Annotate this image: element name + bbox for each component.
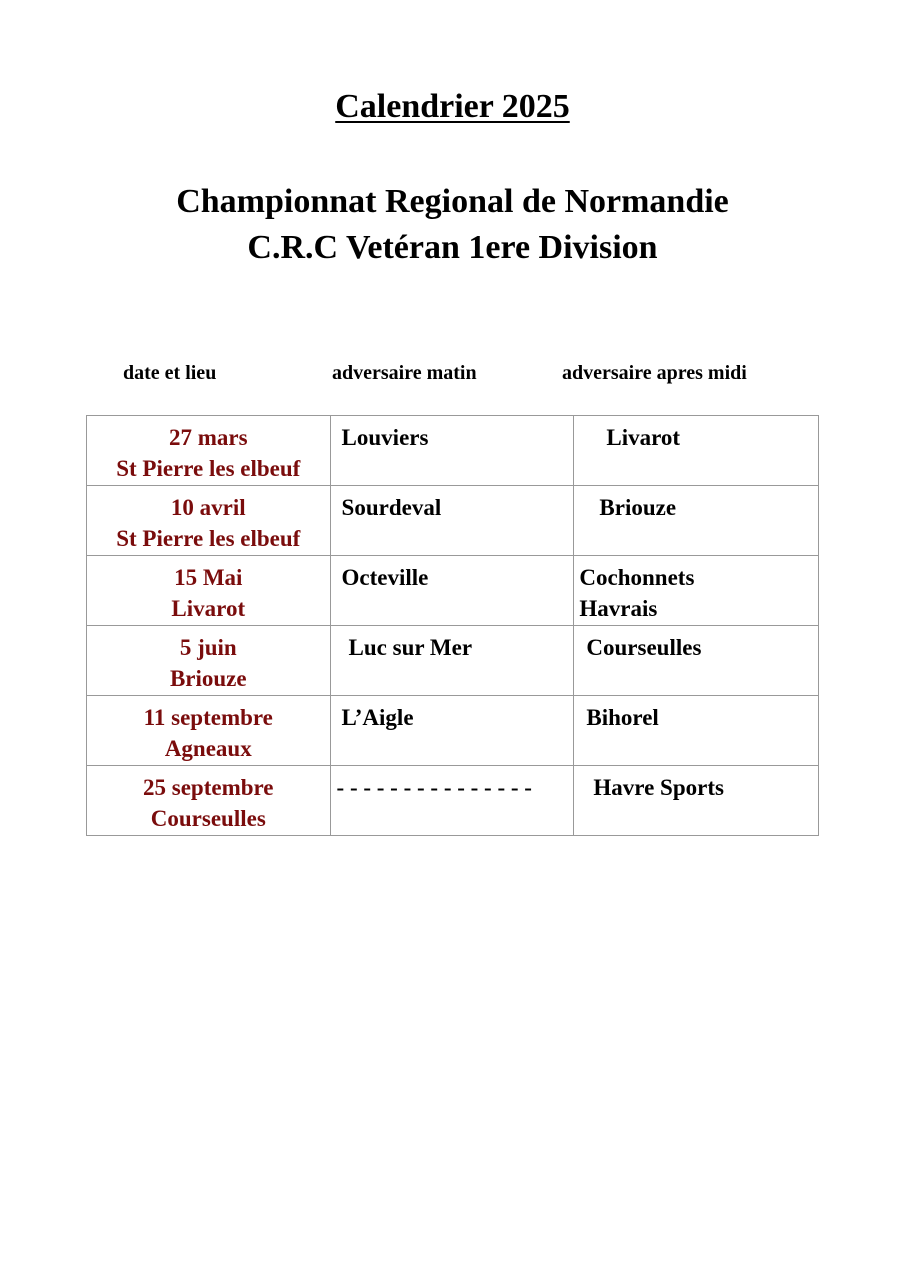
table-row <box>87 696 819 766</box>
afternoon-opponent-line1: Cochonnets <box>579 565 695 590</box>
afternoon-opponent: Bihorel <box>574 696 819 766</box>
date: 11 septembre <box>143 705 273 730</box>
date-cell <box>87 696 331 766</box>
afternoon-opponent <box>574 556 819 626</box>
championship-title: Championnat Regional de Normandie <box>176 183 729 220</box>
date: 10 avril <box>170 495 246 520</box>
venue: Livarot <box>171 596 246 621</box>
morning-opponent: Luc sur Mer <box>330 626 574 696</box>
afternoon-opponent: Havre Sports <box>574 766 819 836</box>
morning-opponent: L’Aigle <box>330 696 574 766</box>
date: 5 juin <box>179 635 237 660</box>
table-row <box>87 626 819 696</box>
date: 27 mars <box>168 425 248 450</box>
date-cell <box>87 486 331 556</box>
venue: Briouze <box>169 666 247 691</box>
venue: Agneaux <box>164 736 252 761</box>
date-cell <box>87 416 331 486</box>
table-row <box>87 556 819 626</box>
afternoon-opponent: Courseulles <box>574 626 819 696</box>
afternoon-opponent: Livarot <box>574 416 819 486</box>
column-header-date: date et lieu <box>123 362 217 384</box>
venue: St Pierre les elbeuf <box>116 526 301 551</box>
morning-opponent: Louviers <box>330 416 574 486</box>
table-row <box>87 766 819 836</box>
date-cell <box>87 556 331 626</box>
page-title: Calendrier 2025 <box>335 88 570 125</box>
date-cell <box>87 766 331 836</box>
schedule-table <box>86 415 819 836</box>
afternoon-opponent-line2: Havrais <box>579 596 658 621</box>
date: 15 Mai <box>174 565 243 590</box>
morning-opponent: Sourdeval <box>330 486 574 556</box>
date-cell <box>87 626 331 696</box>
venue: St Pierre les elbeuf <box>116 456 301 481</box>
date: 25 septembre <box>143 775 274 800</box>
morning-opponent: Octeville <box>330 556 574 626</box>
column-header-afternoon: adversaire apres midi <box>562 362 747 384</box>
column-header-morning: adversaire matin <box>332 362 477 384</box>
venue: Courseulles <box>150 806 266 831</box>
division-title: C.R.C Vetéran 1ere Division <box>247 229 658 266</box>
morning-opponent-none: - - - - - - - - - - - - - - - <box>330 766 574 836</box>
afternoon-opponent: Briouze <box>574 486 819 556</box>
table-row <box>87 486 819 556</box>
table-row <box>87 416 819 486</box>
